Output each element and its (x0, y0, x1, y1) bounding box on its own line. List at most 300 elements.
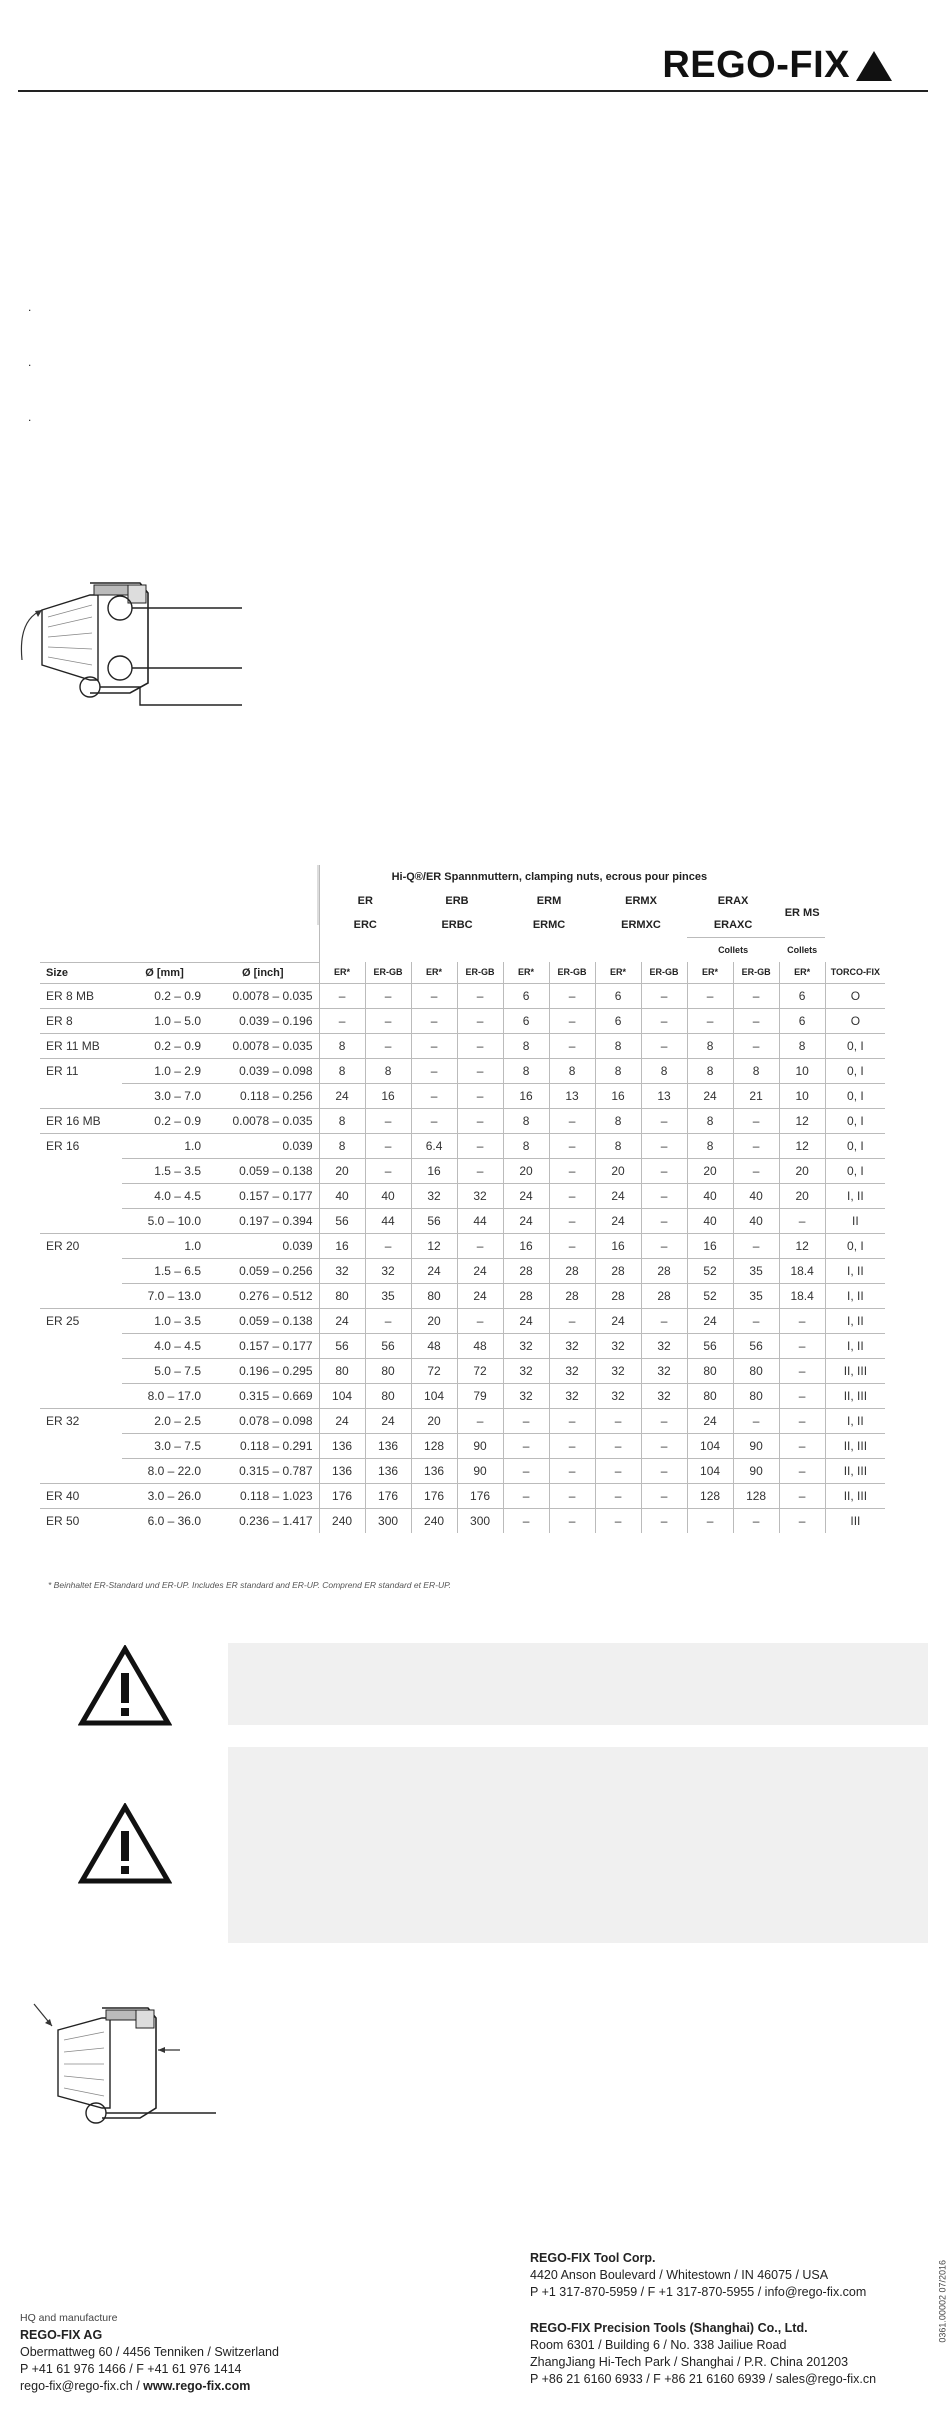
table-row (40, 1108, 885, 1133)
cell-size: ER 40 (40, 1483, 122, 1508)
cell-value: – (411, 983, 457, 1008)
cell-diameter-mm: 3.0 – 7.0 (122, 1083, 207, 1108)
cell-value: – (365, 983, 411, 1008)
cell-value: – (549, 983, 595, 1008)
cell-value: – (549, 1133, 595, 1158)
cell-value: 12 (411, 1233, 457, 1258)
cell-value: – (595, 1408, 641, 1433)
cell-value: 80 (687, 1383, 733, 1408)
cell-value: – (457, 983, 503, 1008)
cell-value: 8 (687, 1033, 733, 1058)
cell-value: 32 (365, 1258, 411, 1283)
cell-value: 28 (549, 1258, 595, 1283)
cell-value: 32 (549, 1358, 595, 1383)
warning-box-1 (228, 1643, 928, 1725)
cell-value: 20 (595, 1158, 641, 1183)
table-row (40, 1083, 885, 1108)
bullet-1: . (28, 300, 32, 314)
cell-value: 32 (641, 1358, 687, 1383)
table-row (40, 1408, 885, 1433)
cell-value: 8 (687, 1133, 733, 1158)
cell-value: II, III (825, 1458, 885, 1483)
cell-value: – (641, 1508, 687, 1533)
cell-value: 16 (503, 1083, 549, 1108)
cell-value: 56 (411, 1208, 457, 1233)
cell-value: 90 (457, 1458, 503, 1483)
cell-value: – (733, 1133, 779, 1158)
cell-value: 56 (319, 1333, 365, 1358)
cell-value: 300 (457, 1508, 503, 1533)
cell-value: – (733, 1008, 779, 1033)
cell-value: – (457, 1408, 503, 1433)
cell-value: – (687, 1508, 733, 1533)
cell-value: 32 (503, 1383, 549, 1408)
cell-value: – (733, 1233, 779, 1258)
cell-value: I, II (825, 1333, 885, 1358)
cell-diameter-mm: 1.0 – 2.9 (122, 1058, 207, 1083)
cell-diameter-inch: 0.0078 – 0.035 (207, 1033, 319, 1058)
cell-value: – (549, 1408, 595, 1433)
cell-value: – (641, 1108, 687, 1133)
cell-diameter-mm: 1.5 – 3.5 (122, 1158, 207, 1183)
cell-value: 35 (365, 1283, 411, 1308)
cell-value: 90 (733, 1458, 779, 1483)
cell-diameter-inch: 0.0078 – 0.035 (207, 1108, 319, 1133)
cell-value: 80 (411, 1283, 457, 1308)
collet-nut-diagram-1 (10, 565, 250, 720)
cell-value: 20 (687, 1158, 733, 1183)
col-mm: Ø [mm] (122, 962, 207, 983)
cell-value: – (549, 1158, 595, 1183)
sh-address1: Room 6301 / Building 6 / No. 338 Jailiue Road (530, 2338, 787, 2352)
regofix-ag-block (20, 2327, 279, 2395)
cell-value: – (365, 1033, 411, 1058)
cell-value: 40 (687, 1208, 733, 1233)
cell-value: 32 (595, 1383, 641, 1408)
cell-value: – (549, 1483, 595, 1508)
cell-value: 16 (411, 1158, 457, 1183)
logo-triangle-icon (856, 51, 892, 81)
cell-diameter-inch: 0.157 – 0.177 (207, 1183, 319, 1208)
cell-value: 32 (549, 1333, 595, 1358)
cell-value: – (733, 1508, 779, 1533)
cell-value: 32 (503, 1333, 549, 1358)
cell-diameter-inch: 0.196 – 0.295 (207, 1358, 319, 1383)
hq-label: HQ and manufacture (20, 2312, 118, 2324)
cell-value: – (641, 1008, 687, 1033)
cell-size (40, 1283, 122, 1308)
document-number: 0361.00002 07/2016 (938, 2260, 948, 2343)
cell-value: – (457, 1233, 503, 1258)
cell-value: – (733, 1033, 779, 1058)
sh-address2: ZhangJiang Hi-Tech Park / Shanghai / P.R. China 201203 (530, 2355, 849, 2369)
cell-value: 12 (779, 1133, 825, 1158)
cell-value: 72 (457, 1358, 503, 1383)
cell-value: 8 (687, 1058, 733, 1083)
cell-value: – (503, 1483, 549, 1508)
cell-value: – (779, 1358, 825, 1383)
cell-value: 40 (733, 1208, 779, 1233)
cell-size (40, 1083, 122, 1108)
cell-value: 18.4 (779, 1258, 825, 1283)
cell-value: 28 (595, 1283, 641, 1308)
cell-value: 24 (503, 1308, 549, 1333)
cell-size (40, 1383, 122, 1408)
cell-size (40, 1183, 122, 1208)
cell-value: 176 (457, 1483, 503, 1508)
cell-diameter-mm: 1.0 – 3.5 (122, 1308, 207, 1333)
cell-value: 24 (319, 1083, 365, 1108)
cell-value: 6 (595, 983, 641, 1008)
cell-value: – (779, 1308, 825, 1333)
collets-label-2: Collets (779, 938, 825, 963)
cell-diameter-mm: 2.0 – 2.5 (122, 1408, 207, 1433)
cell-value: – (365, 1133, 411, 1158)
cell-value: – (549, 1108, 595, 1133)
cell-value: 80 (733, 1383, 779, 1408)
cell-value: – (779, 1408, 825, 1433)
cell-value: 128 (733, 1483, 779, 1508)
table-footnote: * Beinhaltet ER-Standard und ER-UP. Includes ER standard and ER-UP. Comprend ER standard et ER-UP. (48, 1580, 452, 1590)
cell-value: – (641, 1183, 687, 1208)
cell-value: – (457, 1058, 503, 1083)
cell-value: 56 (687, 1333, 733, 1358)
cell-size: ER 16 (40, 1133, 122, 1158)
cell-value: 21 (733, 1083, 779, 1108)
cell-value: – (457, 1158, 503, 1183)
collets-label-1: Collets (687, 938, 779, 963)
cell-value: 136 (319, 1458, 365, 1483)
cell-diameter-inch: 0.059 – 0.256 (207, 1258, 319, 1283)
cell-value: 16 (503, 1233, 549, 1258)
cell-value: 20 (503, 1158, 549, 1183)
rego-fix-logo (662, 44, 892, 87)
cell-value: – (779, 1208, 825, 1233)
nut-type-ermx: ERMX ERMXC (621, 895, 661, 932)
cell-diameter-mm: 0.2 – 0.9 (122, 983, 207, 1008)
cell-value: 8 (503, 1133, 549, 1158)
cell-value: – (549, 1508, 595, 1533)
table-row (40, 1233, 885, 1258)
cell-value: – (549, 1033, 595, 1058)
cell-diameter-inch: 0.118 – 0.291 (207, 1433, 319, 1458)
table-row (40, 1183, 885, 1208)
cell-value: – (779, 1483, 825, 1508)
cell-value: 16 (595, 1233, 641, 1258)
cell-value: 8 (503, 1108, 549, 1133)
cell-value: 24 (457, 1258, 503, 1283)
cell-value: – (503, 1433, 549, 1458)
cell-value: – (549, 1208, 595, 1233)
cell-diameter-inch: 0.118 – 0.256 (207, 1083, 319, 1108)
cell-value: – (641, 1308, 687, 1333)
cell-value: 24 (687, 1408, 733, 1433)
cell-diameter-inch: 0.039 (207, 1133, 319, 1158)
cell-value: 8 (595, 1033, 641, 1058)
cell-value: – (641, 1133, 687, 1158)
cell-value: 240 (411, 1508, 457, 1533)
cell-value: – (641, 1233, 687, 1258)
nut-type-er: ER ERC (319, 889, 411, 938)
cell-value: 16 (595, 1083, 641, 1108)
cell-value: – (595, 1458, 641, 1483)
col-size: Size (40, 962, 122, 983)
cell-diameter-inch: 0.315 – 0.669 (207, 1383, 319, 1408)
cell-size (40, 1433, 122, 1458)
cell-size (40, 1458, 122, 1483)
cell-value: 40 (365, 1183, 411, 1208)
cell-value: 20 (779, 1158, 825, 1183)
cell-value: 300 (365, 1508, 411, 1533)
cell-value: 32 (641, 1333, 687, 1358)
table-row (40, 1483, 885, 1508)
cell-size (40, 1358, 122, 1383)
cell-value: 24 (595, 1183, 641, 1208)
cell-value: – (641, 1458, 687, 1483)
cell-value: II, III (825, 1433, 885, 1458)
cell-value: 136 (319, 1433, 365, 1458)
sub-header: ER* (595, 962, 641, 983)
cell-value: – (411, 1083, 457, 1108)
sub-header: ER* (411, 962, 457, 983)
cell-value: 44 (457, 1208, 503, 1233)
regofix-corp-block (530, 2250, 866, 2301)
cell-value: 24 (411, 1258, 457, 1283)
cell-value: 8 (319, 1033, 365, 1058)
cell-value: 80 (687, 1358, 733, 1383)
cell-value: 0, I (825, 1058, 885, 1083)
ag-email[interactable]: rego-fix@rego-fix.ch (20, 2379, 133, 2393)
cell-value: 24 (503, 1183, 549, 1208)
cell-value: 90 (457, 1433, 503, 1458)
cell-value: – (687, 983, 733, 1008)
sub-header: ER-GB (733, 962, 779, 983)
cell-value: 8 (365, 1058, 411, 1083)
cell-size: ER 11 (40, 1058, 122, 1083)
cell-value: – (641, 983, 687, 1008)
cell-value: 8 (595, 1058, 641, 1083)
cell-value: 28 (503, 1283, 549, 1308)
cell-value: 8 (595, 1133, 641, 1158)
nut-type-erb: ERB ERBC (441, 895, 473, 932)
cell-value: 8 (733, 1058, 779, 1083)
logo-text: REGO-FIX (662, 44, 850, 86)
ag-phone: P +41 61 976 1466 / F +41 61 976 1414 (20, 2362, 242, 2376)
cell-value: – (641, 1033, 687, 1058)
cell-diameter-mm: 7.0 – 13.0 (122, 1283, 207, 1308)
cell-diameter-inch: 0.039 – 0.098 (207, 1058, 319, 1083)
cell-value: 32 (595, 1358, 641, 1383)
cell-value: 24 (319, 1408, 365, 1433)
cell-value: – (503, 1458, 549, 1483)
cell-value: – (549, 1008, 595, 1033)
cell-value: – (779, 1458, 825, 1483)
table-row (40, 1308, 885, 1333)
cell-value: 104 (687, 1458, 733, 1483)
cell-value: 28 (595, 1258, 641, 1283)
cell-value: – (641, 1208, 687, 1233)
cell-value: – (549, 1233, 595, 1258)
table-row (40, 1258, 885, 1283)
cell-value: 13 (641, 1083, 687, 1108)
cell-value: 24 (687, 1308, 733, 1333)
nut-type-erms: ER MS (784, 907, 820, 919)
cell-value: – (549, 1458, 595, 1483)
cell-value: – (733, 983, 779, 1008)
cell-diameter-mm: 0.2 – 0.9 (122, 1033, 207, 1058)
table-row (40, 1383, 885, 1408)
header-divider (18, 90, 928, 92)
cell-size: ER 8 MB (40, 983, 122, 1008)
cell-value: – (457, 1108, 503, 1133)
cell-value: 8 (319, 1108, 365, 1133)
table-row (40, 1008, 885, 1033)
cell-value: 52 (687, 1258, 733, 1283)
cell-diameter-mm: 4.0 – 4.5 (122, 1183, 207, 1208)
cell-value: 104 (411, 1383, 457, 1408)
cell-value: – (411, 1108, 457, 1133)
cell-value: 8 (779, 1033, 825, 1058)
table-body (40, 983, 885, 1533)
cell-value: – (595, 1483, 641, 1508)
cell-value: – (457, 1083, 503, 1108)
cell-value: – (457, 1308, 503, 1333)
cell-size (40, 1208, 122, 1233)
cell-value: 13 (549, 1083, 595, 1108)
cell-value: 8 (319, 1058, 365, 1083)
ag-separator: / (132, 2379, 144, 2393)
cell-value: 80 (319, 1283, 365, 1308)
cell-value: 10 (779, 1058, 825, 1083)
spec-table (40, 865, 885, 1533)
cell-value: 24 (365, 1408, 411, 1433)
cell-diameter-inch: 0.039 (207, 1233, 319, 1258)
cell-diameter-mm: 1.0 (122, 1133, 207, 1158)
collet-nut-diagram-2 (30, 2000, 230, 2135)
cell-value: 24 (595, 1208, 641, 1233)
cell-diameter-mm: 1.0 (122, 1233, 207, 1258)
cell-value: 28 (641, 1283, 687, 1308)
cell-size (40, 1258, 122, 1283)
cell-value: – (733, 1308, 779, 1333)
cell-value: 16 (319, 1233, 365, 1258)
cell-value: 80 (365, 1358, 411, 1383)
cell-value: – (365, 1233, 411, 1258)
clamping-nut-table (40, 865, 885, 1533)
cell-diameter-mm: 5.0 – 10.0 (122, 1208, 207, 1233)
cell-value: – (365, 1308, 411, 1333)
cell-value: 32 (595, 1333, 641, 1358)
cell-value: 8 (503, 1033, 549, 1058)
cell-value: 8 (687, 1108, 733, 1133)
cell-value: 28 (503, 1258, 549, 1283)
cell-value: – (641, 1483, 687, 1508)
cell-size: ER 32 (40, 1408, 122, 1433)
cell-size: ER 50 (40, 1508, 122, 1533)
cell-value: 32 (549, 1383, 595, 1408)
bullet-3: . (28, 410, 32, 424)
table-row (40, 1133, 885, 1158)
cell-value: – (319, 983, 365, 1008)
cell-value: – (641, 1433, 687, 1458)
cell-value: 10 (779, 1083, 825, 1108)
cell-value: – (457, 1033, 503, 1058)
cell-value: 8 (503, 1058, 549, 1083)
cell-value: – (641, 1158, 687, 1183)
cell-diameter-mm: 8.0 – 22.0 (122, 1458, 207, 1483)
table-row (40, 983, 885, 1008)
cell-value: – (365, 1108, 411, 1133)
cell-value: – (641, 1408, 687, 1433)
cell-value: – (733, 1108, 779, 1133)
cell-value: 24 (319, 1308, 365, 1333)
cell-diameter-mm: 1.5 – 6.5 (122, 1258, 207, 1283)
cell-value: 48 (411, 1333, 457, 1358)
cell-value: – (733, 1408, 779, 1433)
cell-value: I, II (825, 1308, 885, 1333)
table-row (40, 1058, 885, 1083)
cell-value: 79 (457, 1383, 503, 1408)
cell-value: 240 (319, 1508, 365, 1533)
cell-value: – (595, 1433, 641, 1458)
cell-diameter-mm: 1.0 – 5.0 (122, 1008, 207, 1033)
cell-value: 176 (319, 1483, 365, 1508)
cell-diameter-mm: 5.0 – 7.5 (122, 1358, 207, 1383)
cell-value: – (411, 1008, 457, 1033)
sub-header: TORCO-FIX (825, 962, 885, 983)
cell-diameter-mm: 4.0 – 4.5 (122, 1333, 207, 1358)
cell-value: I, II (825, 1258, 885, 1283)
cell-value: 56 (319, 1208, 365, 1233)
cell-value: – (365, 1008, 411, 1033)
cell-value: 8 (595, 1108, 641, 1133)
warning-box-2 (228, 1747, 928, 1943)
table-row (40, 1508, 885, 1533)
cell-value: 32 (503, 1358, 549, 1383)
sub-header: ER-GB (549, 962, 595, 983)
ag-website-link[interactable]: www.rego-fix.com (143, 2379, 251, 2393)
cell-value: II, III (825, 1383, 885, 1408)
cell-value: 12 (779, 1233, 825, 1258)
table-group-divider (317, 865, 319, 925)
cell-value: 6 (779, 1008, 825, 1033)
warning-icon (78, 1645, 172, 1727)
cell-value: 6 (503, 1008, 549, 1033)
cell-size: ER 20 (40, 1233, 122, 1258)
cell-value: 24 (595, 1308, 641, 1333)
cell-value: II, III (825, 1483, 885, 1508)
cell-value: 40 (687, 1183, 733, 1208)
cell-value: – (411, 1033, 457, 1058)
sub-header: ER* (503, 962, 549, 983)
col-inch: Ø [inch] (207, 962, 319, 983)
cell-value: 40 (733, 1183, 779, 1208)
cell-value: – (549, 1433, 595, 1458)
cell-value: 8 (319, 1133, 365, 1158)
cell-value: III (825, 1508, 885, 1533)
cell-diameter-inch: 0.276 – 0.512 (207, 1283, 319, 1308)
cell-value: I, II (825, 1283, 885, 1308)
cell-value: 176 (411, 1483, 457, 1508)
cell-diameter-mm: 6.0 – 36.0 (122, 1508, 207, 1533)
cell-diameter-inch: 0.315 – 0.787 (207, 1458, 319, 1483)
cell-diameter-inch: 0.197 – 0.394 (207, 1208, 319, 1233)
ag-name: REGO-FIX AG (20, 2328, 103, 2342)
cell-value: – (779, 1333, 825, 1358)
cell-value: 32 (411, 1183, 457, 1208)
sub-header: ER-GB (641, 962, 687, 983)
cell-value: – (457, 1133, 503, 1158)
